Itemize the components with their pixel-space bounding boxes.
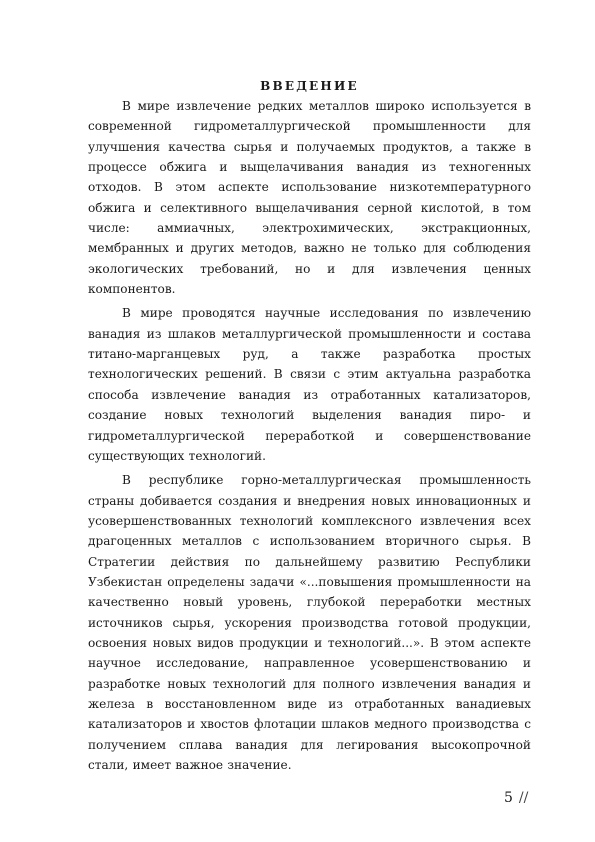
document-body (88, 76, 531, 775)
paragraph-1: В мире извлечение редких металлов широко используется в современной гидрометаллургической промышленности для улучшения качества сырья и получаемых продуктов, а также в процессе обжига и выщелачивания ванадия из техногенных отходов. В этом аспекте использование низкотемпературного обжига и селективного выщелачивания серной кислотой, в том числе: аммиачных, электрохимических, экстракционных, мембранных и других методов, важно не только для соблюдения экологических требований, но и для извлечения ценных компонентов. (88, 99, 531, 297)
page-number (504, 790, 528, 806)
paragraph-3: В республике горно-металлургическая промышленность страны добивается создания и внедрения новых инновационных и усовершенствованных технологий комплексного извлечения всех драгоценных металлов с использованием вторичного сырья. В Стратегии действия по дальнейшему развитию Республики Узбекистан определены задачи «...повышения промышленности на качественно новый уровень, глубокой переработки местных источников сырья, ускорения производства готовой продукции, освоения новых видов продукции и технологий...». В этом аспекте научное исследование, направленное усовершенствованию и разработке новых технологий для полного извлечения ванадия и железа в восстановленном виде из отработанных ванадиевых катализаторов и хвостов флотации шлаков медного производства с получением сплава ванадия для легирования высокопрочной стали, имеет важное значение. (88, 473, 531, 772)
page-number-separator: // (518, 790, 529, 806)
page-number-value: 5 (504, 790, 513, 806)
page-title: ВВЕДЕНИЕ (260, 79, 359, 93)
paragraph-2: В мире проводятся научные исследования по извлечению ванадия из шлаков металлургической промышленности и состава титано-марганцевых руд, а также разработка простых технологических решений. В связи с этим актуальна разработка способа извлечение ванадия из отработанных катализаторов, создание новых технологий выделения ванадия пиро- и гидрометаллургической переработкой и совершенствование существующих технологий. (88, 306, 531, 463)
